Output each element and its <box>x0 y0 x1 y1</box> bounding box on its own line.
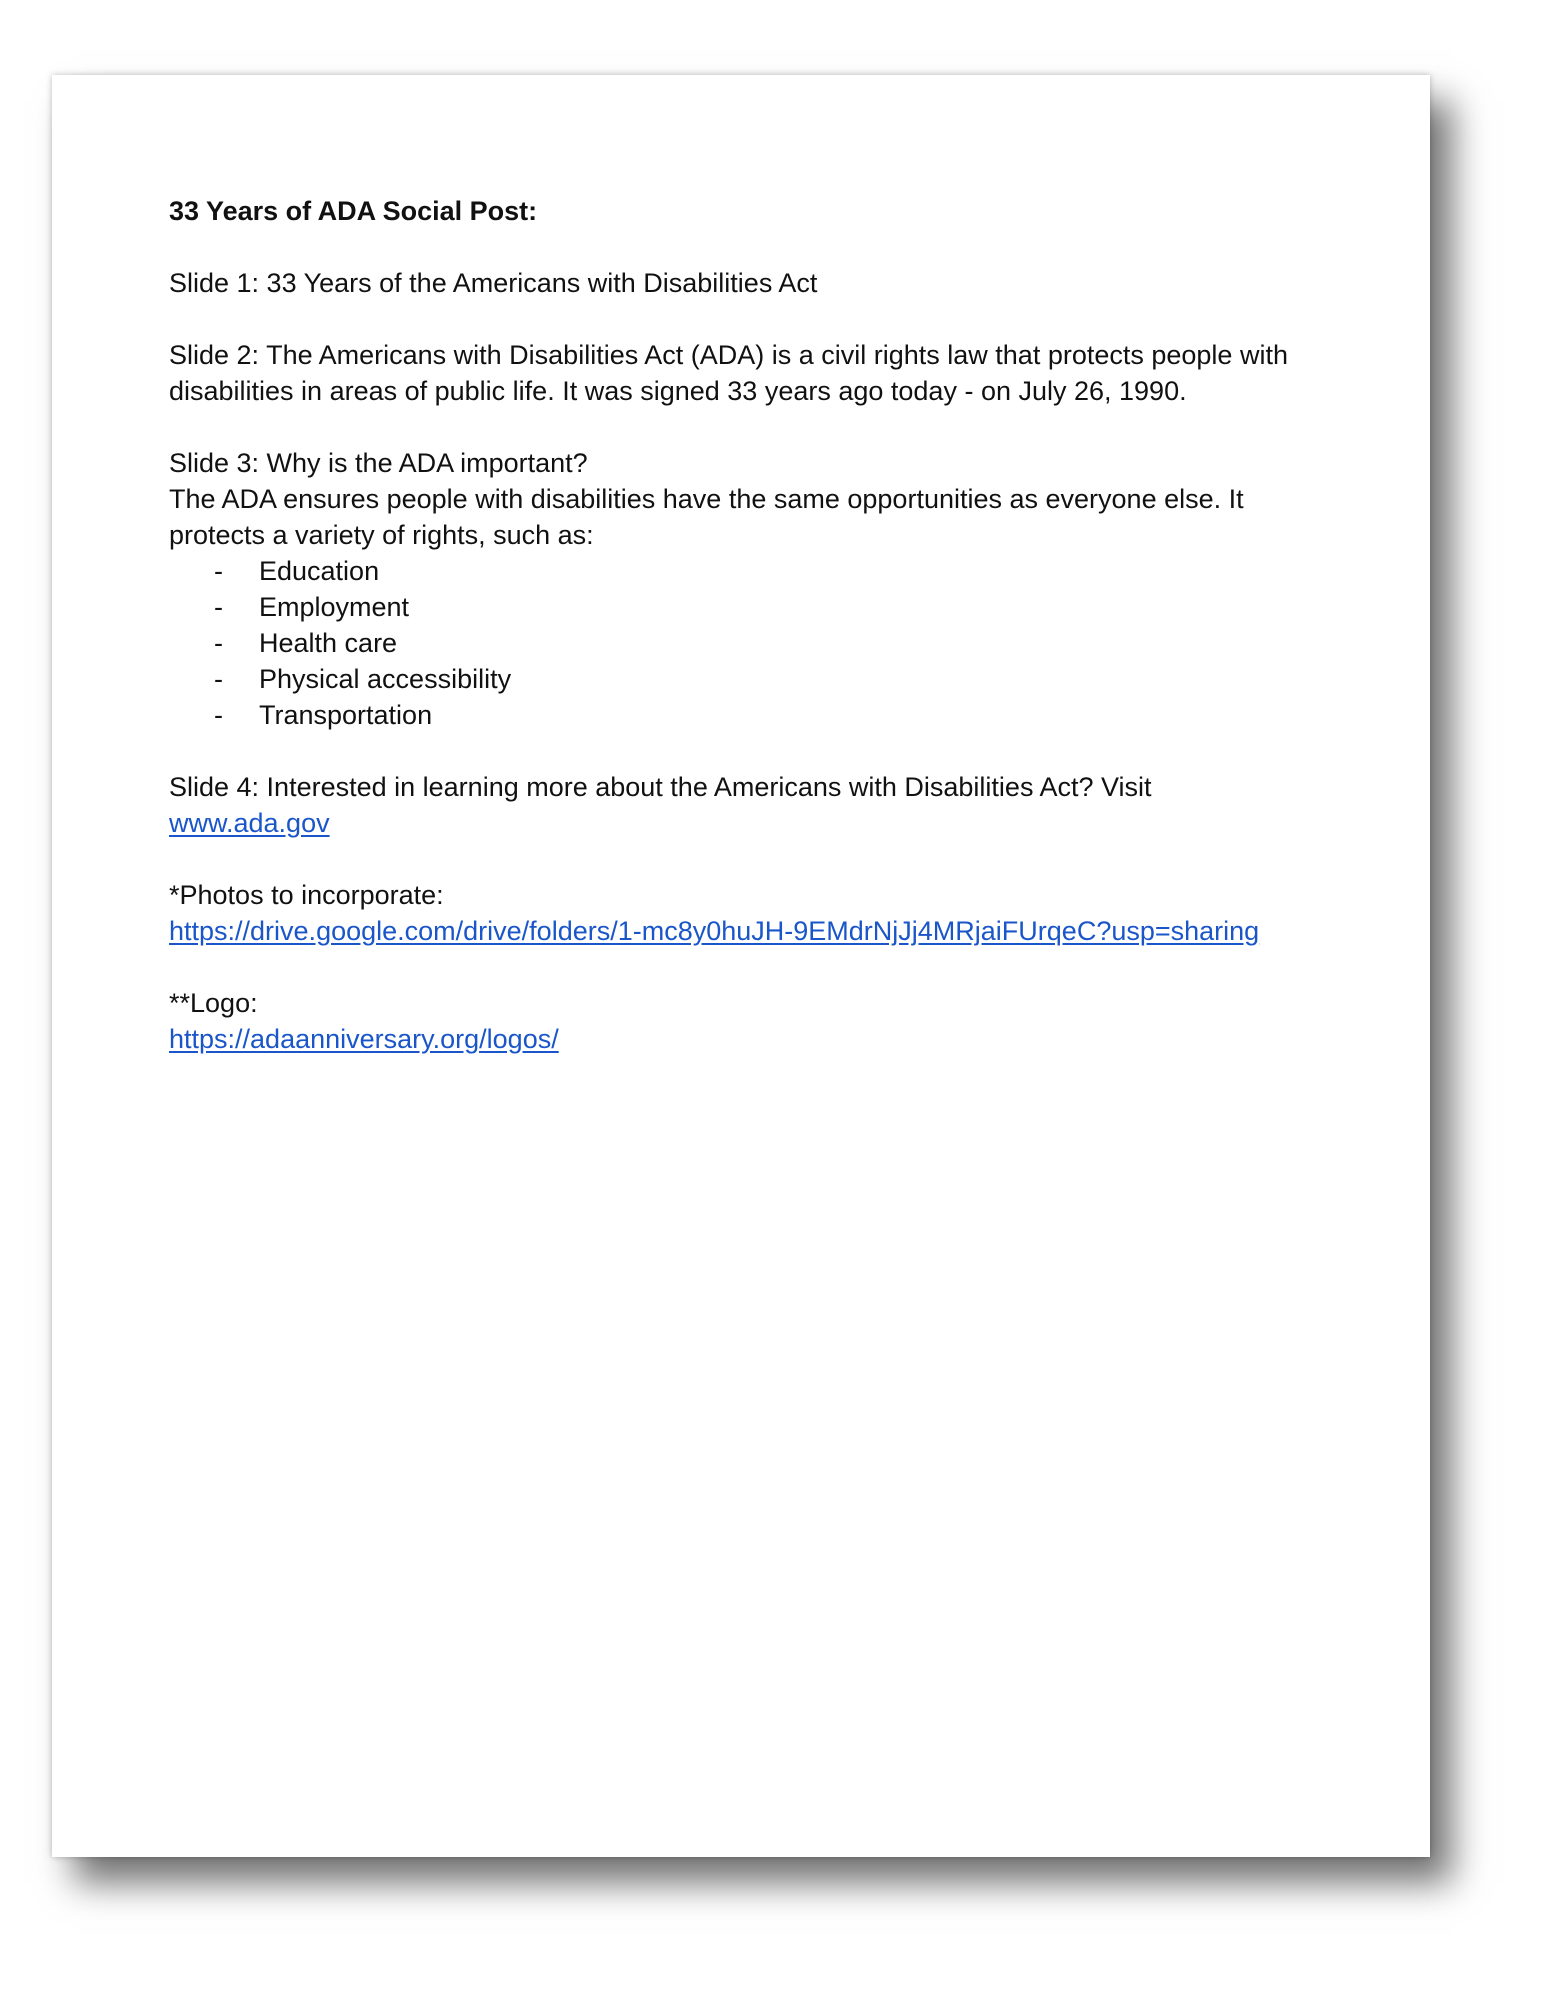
slide-3-line-2: protects a variety of rights, such as: <box>169 520 594 550</box>
bullet-dash: - <box>214 556 223 586</box>
slide-3-heading: Slide 3: Why is the ADA important? <box>169 448 588 478</box>
list-item-label: Transportation <box>259 700 433 730</box>
list-item <box>169 661 1329 697</box>
ada-gov-link[interactable]: www.ada.gov <box>169 808 330 838</box>
bullet-dash: - <box>214 628 223 658</box>
document-body <box>169 193 1329 1057</box>
document-title: 33 Years of ADA Social Post: <box>169 196 538 226</box>
bullet-dash: - <box>214 700 223 730</box>
bullet-dash: - <box>214 592 223 622</box>
photos-label: *Photos to incorporate: <box>169 880 444 910</box>
list-item-label: Employment <box>259 592 410 622</box>
slide-2-line-1: Slide 2: The Americans with Disabilities Act (ADA) is a civil rights law that protects people with <box>169 340 1288 370</box>
slide-4-text: Slide 4: Interested in learning more about the Americans with Disabilities Act? Visit <box>169 772 1152 802</box>
logo-label: **Logo: <box>169 988 258 1018</box>
photos-drive-link[interactable]: https://drive.google.com/drive/folders/1-mc8y0huJH-9EMdrNjJj4MRjaiFUrqeC?usp=sharing <box>169 916 1260 946</box>
list-item <box>169 625 1329 661</box>
slide-1-text: Slide 1: 33 Years of the Americans with Disabilities Act <box>169 268 818 298</box>
list-item-label: Health care <box>259 628 398 658</box>
list-item <box>169 697 1329 733</box>
logo-link[interactable]: https://adaanniversary.org/logos/ <box>169 1024 559 1054</box>
document-page <box>52 75 1430 1857</box>
bullet-dash: - <box>214 664 223 694</box>
list-item <box>169 589 1329 625</box>
list-item-label: Education <box>259 556 380 586</box>
slide-3-line-1: The ADA ensures people with disabilities have the same opportunities as everyone else. It <box>169 484 1244 514</box>
list-item <box>169 553 1329 589</box>
list-item-label: Physical accessibility <box>259 664 512 694</box>
slide-2-line-2: disabilities in areas of public life. It was signed 33 years ago today - on July 26, 1990. <box>169 376 1187 406</box>
rights-list <box>169 553 1329 733</box>
